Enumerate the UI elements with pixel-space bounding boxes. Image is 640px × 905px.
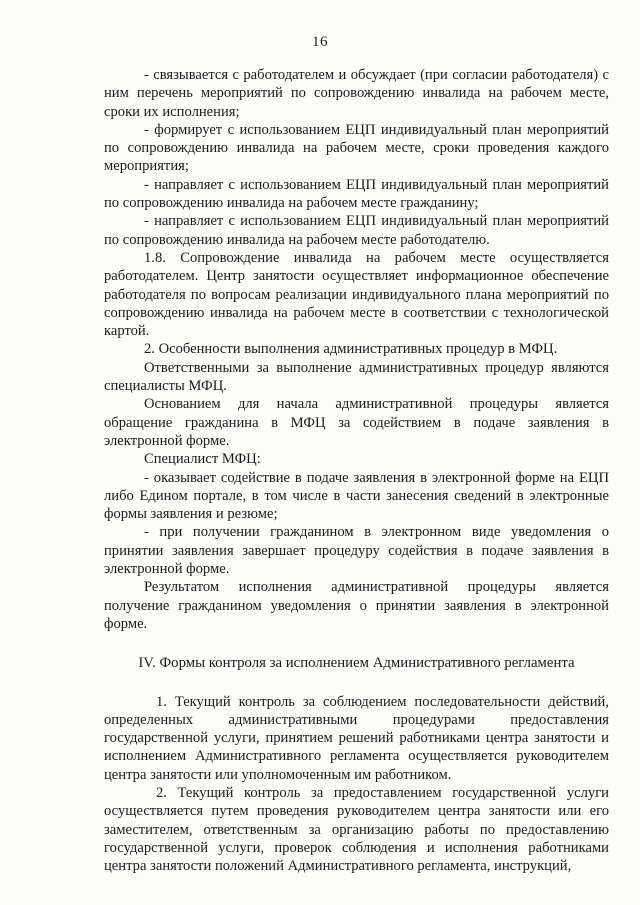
- paragraph-send-plan-employer: - направляет с использованием ЕЦП индивидуальный план мероприятий по сопровождению инвалида на рабочем месте работодателю.: [104, 213, 609, 248]
- paragraph-mfc-features: 2. Особенности выполнения административных процедур в МФЦ.: [144, 341, 558, 358]
- paragraph-mfc-responsible: Ответственными за выполнение административных процедур являются специалисты МФЦ.: [104, 359, 609, 395]
- document-body: [104, 66, 609, 875]
- paragraph-mfc-result: Результатом исполнения административной процедуры является получение гражданином уведомления о принятии заявления в электронной форме.: [104, 579, 609, 632]
- paragraph-mfc-specialist: Специалист МФЦ:: [144, 451, 261, 468]
- paragraph-1-8: 1.8. Сопровождение инвалида на рабочем месте осуществляется работодателем. Центр занятости осуществляет информационное обеспечение работодателя по вопросам реализации индивидуального плана мероприятий по сопровождению инвалида на рабочем месте в соответствии с технологической картой.: [104, 249, 609, 340]
- paragraph-send-plan-citizen: - направляет с использованием ЕЦП индивидуальный план мероприятий по сопровождению инвалида на рабочем месте гражданину;: [104, 176, 609, 212]
- paragraph-mfc-notification: - при получении гражданином в электронном виде уведомления о принятии заявления завершает процедуру содействия в подаче заявления в электронной форме.: [104, 524, 609, 578]
- paragraph-form-plan: - формирует с использованием ЕЦП индивидуальный план мероприятий по сопровождению инвалида на рабочем месте, сроки проведения каждого мероприятия;: [104, 121, 609, 175]
- paragraph-mfc-assist: - оказывает содействие в подаче заявления в электронной форме на ЕЦП либо Едином портале, в том числе в части занесения сведений в электронные формы заявления и резюме;: [104, 469, 609, 523]
- page-number: 16: [312, 34, 328, 50]
- paragraph-mfc-basis: Основанием для начала административной процедуры является обращение гражданина в МФЦ за содействием в подаче заявления в электронной форме.: [104, 396, 609, 449]
- section-heading: IV. Формы контроля за исполнением Административного регламента: [138, 655, 575, 672]
- paragraph-control-2: 2. Текущий контроль за предоставлением государственной услуги осуществляется путем проведения руководителем центра занятости или его заместителем, ответственным за организацию работы по предоставлению государственной услуги, проверок соблюдения и исполнения работниками центра занятости положений Административного регламента, инструкций,: [104, 784, 609, 875]
- paragraph-contact-employer: - связывается с работодателем и обсуждает (при согласии работодателя) с ним перечень мероприятий по сопровождению инвалида на рабочем месте, сроки их исполнения;: [104, 67, 609, 120]
- paragraph-control-1: 1. Текущий контроль за соблюдением последовательности действий, определенных административными процедурами предоставления государственной услуги, принятием решений работниками центра занятости и исполнением Административного регламента осуществляется руководителем центра занятости или уполномоченным им работником.: [104, 693, 609, 783]
